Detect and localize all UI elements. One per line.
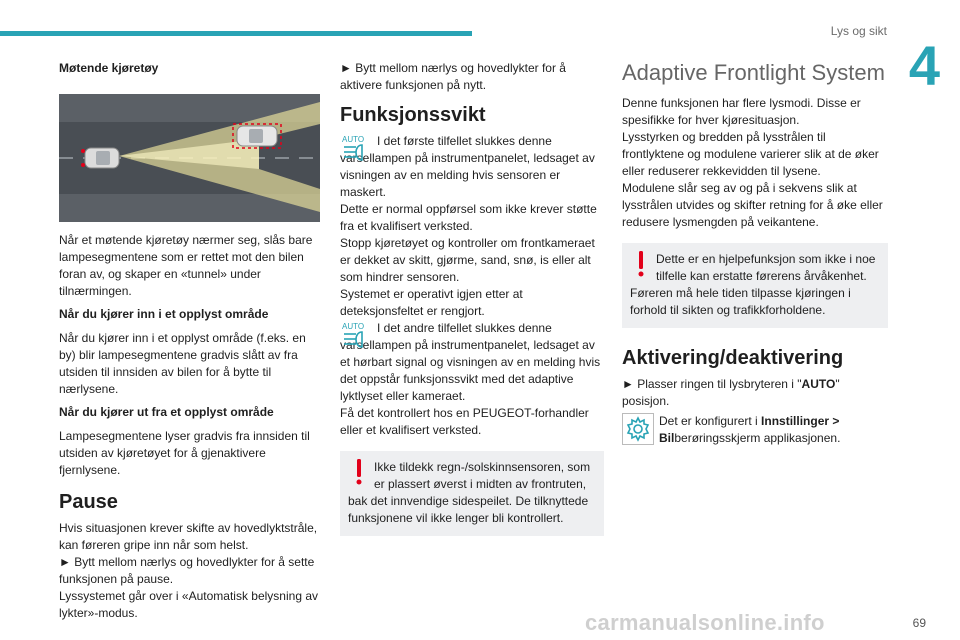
malfunction-case-2-text: I det andre tilfellet slukkes denne varsellampen på instrumentpanelet, ledsaget av et hørbart signal og visningen av en melding hvis det oppstår funksjonssvikt med det adaptive lyktlyset eller kameraet. — [340, 321, 601, 403]
watermark: carmanualsonline.info — [585, 610, 825, 635]
pause-heading: Pause — [59, 491, 118, 513]
settings-note-post: berøringsskjerm applikasjonen. — [674, 431, 841, 445]
gear-icon — [622, 413, 654, 445]
settings-note — [622, 413, 888, 447]
afs-warning-text-a: Dette er en hjelpefunksjon som ikke i noe tilfelle kan erstatte førerens årvåkenhet. — [656, 252, 876, 283]
malfunction-case-2 — [340, 320, 604, 405]
headlight-tunnel-illustration — [59, 94, 320, 222]
malfunction-case-1 — [340, 133, 604, 201]
afs-heading: Adaptive Frontlight System — [622, 60, 885, 85]
malfunction-case-1-text: I det første tilfellet slukkes denne varsellampen på instrumentpanelet, ledsaget av visningen av en melding hvis sensoren er maskert. — [340, 134, 595, 199]
activation-step-pre: ► Plasser ringen til lysbryteren i " — [622, 377, 802, 391]
column-middle — [340, 60, 604, 536]
oncoming-paragraph: Når et møtende kjøretøy nærmer seg, slås bare lampesegmentene som er rettet mot den bilen foran av, og skaper en «tunnel» under tilnærmingen. — [59, 233, 313, 298]
auto-icon-label: AUTO — [342, 135, 365, 144]
activation-step-post: " posisjon. — [622, 377, 840, 408]
settings-path: Innstillinger > — [761, 414, 840, 428]
afs-paragraph-3: Modulene slår seg av og på i sekvens slik at lysstrålen utvides og skifter retning for å øke eller redusere lysmengden på veikantene. — [622, 181, 883, 229]
malfunction-heading: Funksjonssvikt — [340, 104, 486, 126]
activation-auto: AUTO — [801, 377, 836, 391]
lit-area-out-paragraph: Lampesegmentene lyser gradvis fra innsiden til utsiden av kjøretøyet for å gjenaktivere fjernlysene. — [59, 429, 310, 477]
pause-paragraph-1: Hvis situasjonen krever skifte av hovedlyktstråle, kan føreren gripe inn når som helst. — [59, 521, 318, 552]
reactivate-step: ► Bytt mellom nærlys og hovedlykter for å aktivere funksjonen på nytt. — [340, 61, 566, 92]
lit-area-in-paragraph: Når du kjører inn i et opplyst område (f.eks. en by) blir lampesegmentene gradvis slått av fra utsiden til innsiden av bilen for å bytte til nærlysene. — [59, 331, 306, 396]
sensor-warning-text-b: bak det innvendige sidespeilet. De tilknyttede funksjonene vil ikke lenger bli kontrollert. — [348, 494, 589, 525]
malfunction-normal: Dette er normal oppførsel som ikke krever støtte fra et kvalifisert verksted. — [340, 202, 597, 233]
malfunction-operational: Systemet er operativt igjen etter at deteksjonsfeltet er rengjort. — [340, 287, 523, 318]
settings-note-line1 — [659, 413, 888, 430]
column-right — [622, 60, 888, 447]
sensor-warning-text-a: Ikke tildekk regn-/solskinnsensoren, som er plassert øverst i midten av frontruten, — [374, 460, 591, 491]
activation-step — [622, 376, 888, 410]
afs-paragraph-1: Denne funksjonen har flere lysmodi. Disse er spesifikke for hver kjøresituasjon. — [622, 96, 861, 127]
chapter-number: 4 — [908, 34, 940, 97]
auto-icon-label: AUTO — [342, 322, 365, 331]
column-left — [59, 60, 321, 622]
lit-area-out-heading: Når du kjører ut fra et opplyst område — [59, 405, 274, 419]
malfunction-dealer: Få det kontrollert hos en PEUGEOT-forhandler eller et kvalifisert verksted. — [340, 406, 589, 437]
exclamation-icon — [354, 459, 364, 485]
page-number: 69 — [912, 616, 926, 630]
section-title: Lys og sikt — [830, 24, 887, 38]
afs-warning-box — [622, 243, 888, 328]
pause-paragraph-2: ► Bytt mellom nærlys og hovedlykter for å sette funksjonen på pause. — [59, 555, 315, 586]
malfunction-check-camera: Stopp kjøretøyet og kontroller om frontkameraet er dekket av skitt, gjørme, sand, snø, is eller alt som hindrer sensoren. — [340, 236, 595, 284]
lit-area-in-heading: Når du kjører inn i et opplyst område — [59, 307, 269, 321]
settings-note-line2 — [659, 430, 888, 447]
own-car — [81, 148, 119, 168]
sensor-warning-box — [340, 451, 604, 536]
exclamation-icon — [636, 251, 646, 277]
header-accent-bar — [0, 31, 472, 36]
afs-paragraph-2: Lysstyrken og bredden på lysstrålen til frontlyktene og modulene varierer slik at de øker eller reduserer rekkevidden til lysene. — [622, 130, 879, 178]
settings-car: Bil — [659, 431, 675, 445]
oncoming-car — [233, 124, 281, 148]
auto-headlight-warning-icon — [340, 320, 372, 350]
oncoming-vehicle-heading: Møtende kjøretøy — [59, 61, 159, 75]
settings-note-pre: Det er konfigurert i — [659, 414, 762, 428]
pause-paragraph-3: Lyssystemet går over i «Automatisk belysning av lykter»-modus. — [59, 589, 319, 620]
activation-heading: Aktivering/deaktivering — [622, 347, 844, 369]
afs-warning-text-b: Føreren må hele tiden tilpasse kjøringen i forhold til sikten og trafikkforholdene. — [630, 286, 851, 317]
auto-headlight-warning-icon — [340, 133, 372, 163]
